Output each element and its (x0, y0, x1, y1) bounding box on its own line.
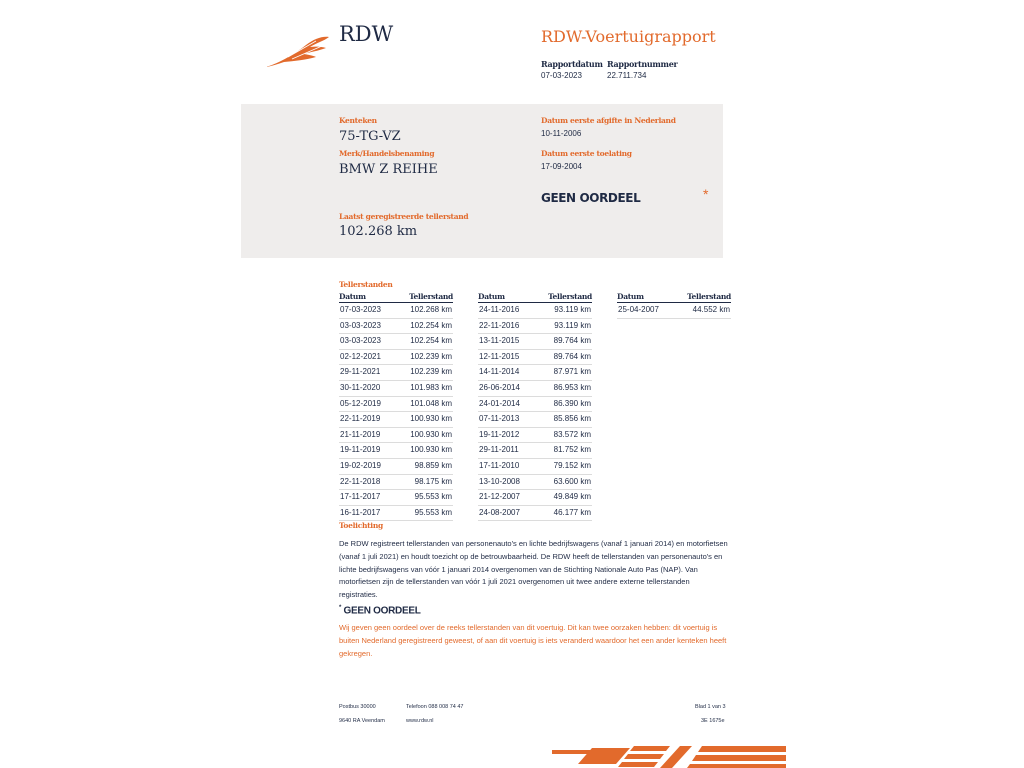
row-date: 29-11-2021 (340, 367, 381, 377)
table-row (339, 459, 453, 475)
toelichting-text: De RDW registreert tellerstanden van personenauto's en lichte bedrijfswagens (vanaf 1 januari 2014) en motorfietsen (vanaf 1 juli 2021) en houdt toezicht op de betrouwbaarheid. De RDW heeft de tellerstanden van personenauto's en lichte bedrijfswagens van vóór 1 januari 2014 overgenomen van de Stichting Nationale Auto Pas (NAP). Van motorfietsen zijn de tellerstanden van vóór 1 juli 2021 overgenomen uit twee andere externe tellerstanden registraties. (339, 539, 728, 600)
row-tellerstand: 98.175 km (414, 476, 452, 486)
verdict-explanation: Wij geven geen oordeel over de reeks tellerstanden van dit voertuig. Dit kan twee oorzaken hebben: dit voertuig is buiten Nederland geregistreerd geweest, of aan dit voertuig is iets veranderd waardoor het een ander kenteken heeft gekregen. (339, 623, 727, 658)
table-row (478, 459, 592, 475)
row-tellerstand: 100.930 km (410, 445, 452, 455)
tellerstanden-title: Tellerstanden (339, 280, 393, 289)
table-row (617, 303, 731, 319)
column-header (339, 292, 453, 303)
table-row (339, 334, 453, 350)
row-tellerstand: 79.152 km (553, 460, 591, 470)
row-tellerstand: 44.552 km (692, 305, 730, 314)
table-row (478, 334, 592, 350)
verdict-heading-text: GEEN OORDEEL (343, 605, 421, 617)
column-header (478, 292, 592, 303)
row-tellerstand: 101.048 km (410, 398, 452, 408)
table-row (478, 319, 592, 335)
rapportdatum-label: Rapportdatum (541, 59, 603, 69)
row-date: 03-03-2023 (340, 336, 381, 346)
table-row (478, 397, 592, 413)
asterisk-icon: * (703, 186, 709, 202)
rdw-wing-logo-icon (266, 35, 330, 69)
tellerstanden-column-3 (617, 292, 731, 319)
oordeel-value: GEEN OORDEEL (541, 191, 641, 205)
table-row (339, 475, 453, 491)
row-tellerstand: 102.239 km (410, 367, 452, 377)
table-row (478, 506, 592, 522)
panel-tab (241, 246, 301, 258)
table-row (339, 350, 453, 366)
row-date: 19-11-2019 (340, 445, 381, 455)
tellerstanden-column-1 (339, 292, 453, 521)
row-date: 14-11-2014 (479, 367, 520, 377)
row-date: 22-11-2018 (340, 476, 381, 486)
row-list (617, 303, 731, 319)
rapportnummer-label: Rapportnummer (607, 59, 678, 69)
datum-header: Datum (478, 292, 505, 301)
table-row (339, 397, 453, 413)
row-date: 13-11-2015 (479, 336, 520, 346)
tellerstand-value: 102.268 km (339, 224, 418, 239)
merk-label: Merk/Handelsbenaming (339, 149, 435, 158)
table-row (478, 490, 592, 506)
row-tellerstand: 102.268 km (410, 305, 452, 314)
row-tellerstand: 81.752 km (553, 445, 591, 455)
row-date: 26-06-2014 (479, 382, 520, 392)
row-tellerstand: 49.849 km (553, 492, 591, 502)
row-tellerstand: 46.177 km (553, 507, 591, 517)
footer-telefoon: Telefoon 088 008 74 47 (406, 704, 464, 710)
footer-postbus: Postbus 30000 (339, 704, 376, 710)
row-date: 30-11-2020 (340, 382, 381, 392)
table-row (478, 350, 592, 366)
row-tellerstand: 63.600 km (553, 476, 591, 486)
tellerstand-label: Laatst geregistreerde tellerstand (339, 212, 469, 221)
row-tellerstand: 85.856 km (553, 414, 591, 424)
rapportdatum-value: 07-03-2023 (541, 71, 582, 80)
vehicle-summary-panel (241, 104, 723, 258)
table-row (339, 303, 453, 319)
kenteken-value: 75-TG-VZ (339, 129, 401, 144)
footer-website[interactable]: www.rdw.nl (406, 718, 434, 724)
logo-text: RDW (339, 22, 394, 46)
table-row (339, 365, 453, 381)
row-date: 17-11-2010 (479, 460, 520, 470)
row-date: 07-03-2023 (340, 305, 381, 314)
row-date: 19-11-2012 (479, 429, 520, 439)
table-row (478, 412, 592, 428)
row-date: 07-11-2013 (479, 414, 520, 424)
table-row (478, 428, 592, 444)
table-row (339, 319, 453, 335)
table-row (478, 381, 592, 397)
row-date: 12-11-2015 (479, 351, 520, 361)
table-row (339, 506, 453, 522)
row-tellerstand: 98.859 km (414, 460, 452, 470)
datum-header: Datum (339, 292, 366, 301)
row-tellerstand: 102.239 km (410, 351, 452, 361)
rdw-stripes-decoration-icon (552, 744, 786, 768)
row-date: 13-10-2008 (479, 476, 520, 486)
tellerstand-header: Tellerstand (687, 292, 731, 301)
row-tellerstand: 89.764 km (553, 336, 591, 346)
row-date: 24-08-2007 (479, 507, 520, 517)
tellerstand-header: Tellerstand (548, 292, 592, 301)
row-tellerstand: 93.119 km (554, 320, 591, 330)
footer-code: 3E 1675e (701, 718, 725, 724)
row-tellerstand: 86.953 km (553, 382, 591, 392)
tellerstanden-column-2 (478, 292, 592, 521)
table-row (478, 365, 592, 381)
report-title: RDW-Voertuigrapport (541, 27, 716, 46)
datum-header: Datum (617, 292, 644, 301)
kenteken-label: Kenteken (339, 116, 377, 125)
afgifte-value: 10-11-2006 (541, 129, 582, 138)
row-tellerstand: 95.553 km (414, 492, 452, 502)
table-row (339, 443, 453, 459)
row-tellerstand: 89.764 km (553, 351, 591, 361)
footer-blad: Blad 1 van 3 (695, 704, 726, 710)
row-date: 21-12-2007 (479, 492, 520, 502)
column-header (617, 292, 731, 303)
row-date: 02-12-2021 (340, 351, 381, 361)
row-tellerstand: 95.553 km (414, 507, 452, 517)
row-tellerstand: 102.254 km (410, 336, 452, 346)
tellerstand-header: Tellerstand (409, 292, 453, 301)
row-tellerstand: 93.119 km (554, 305, 591, 314)
row-date: 19-02-2019 (340, 460, 381, 470)
table-row (478, 303, 592, 319)
row-tellerstand: 86.390 km (553, 398, 591, 408)
toelating-label: Datum eerste toelating (541, 149, 632, 158)
row-tellerstand: 102.254 km (410, 320, 452, 330)
row-date: 29-11-2011 (479, 445, 519, 455)
row-date: 16-11-2017 (340, 507, 381, 517)
row-date: 05-12-2019 (340, 398, 381, 408)
rapportnummer-value: 22.711.734 (607, 71, 647, 80)
toelichting-title: Toelichting (339, 521, 383, 530)
table-row (339, 412, 453, 428)
table-row (339, 381, 453, 397)
row-date: 17-11-2017 (340, 492, 381, 502)
table-row (478, 443, 592, 459)
afgifte-label: Datum eerste afgifte in Nederland (541, 116, 676, 125)
footer-plaats: 9640 RA Veendam (339, 718, 385, 724)
row-date: 25-04-2007 (618, 305, 659, 314)
row-tellerstand: 100.930 km (410, 429, 452, 439)
row-list (339, 303, 453, 521)
row-tellerstand: 100.930 km (410, 414, 452, 424)
row-date: 24-01-2014 (479, 398, 520, 408)
row-date: 03-03-2023 (340, 320, 381, 330)
row-tellerstand: 101.983 km (410, 382, 452, 392)
table-row (478, 475, 592, 491)
table-row (339, 490, 453, 506)
row-tellerstand: 83.572 km (553, 429, 591, 439)
table-row (339, 428, 453, 444)
row-date: 24-11-2016 (479, 305, 520, 314)
merk-value: BMW Z REIHE (339, 162, 438, 177)
toelating-value: 17-09-2004 (541, 162, 582, 171)
row-tellerstand: 87.971 km (553, 367, 591, 377)
row-date: 22-11-2019 (340, 414, 381, 424)
row-date: 22-11-2016 (479, 320, 520, 330)
verdict-heading (339, 605, 421, 616)
verdict-star: * (339, 605, 342, 611)
row-list (478, 303, 592, 521)
row-date: 21-11-2019 (340, 429, 381, 439)
